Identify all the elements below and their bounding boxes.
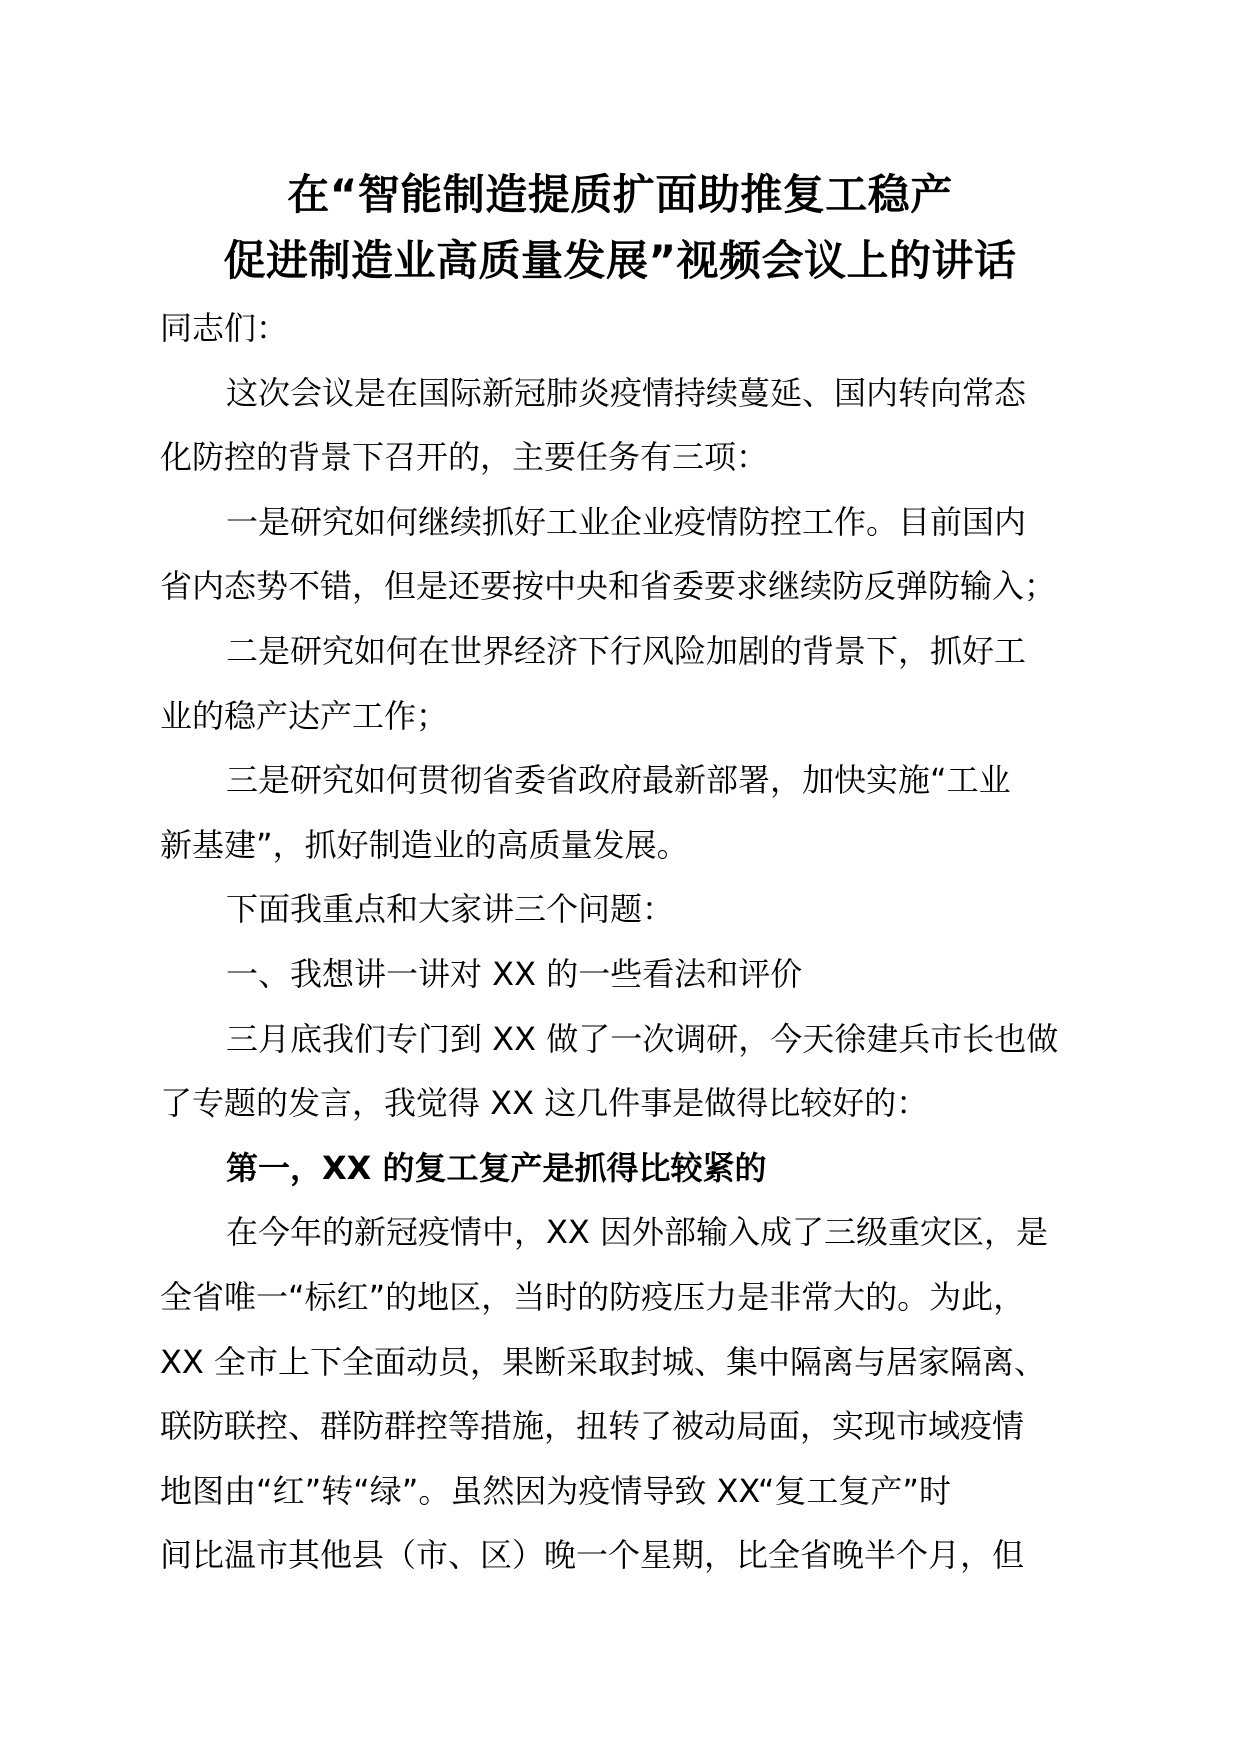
title-line-1: 在“智能制造提质扩面助推复工稳产 xyxy=(287,170,953,219)
paragraph-line: 一是研究如何继续抓好工业企业疫情防控工作。目前国内 xyxy=(226,502,1027,541)
paragraph-line: 地图由“红”转“绿”。虽然因为疫情导致 XX“复工复产”时 xyxy=(160,1471,952,1510)
paragraph-line: 在今年的新冠疫情中，XX 因外部输入成了三级重灾区，是 xyxy=(226,1213,1049,1252)
document-body xyxy=(160,296,1100,1588)
section-heading: 一、我想讲一讲对 XX 的一些看法和评价 xyxy=(226,954,803,993)
paragraph-line: 下面我重点和大家讲三个问题： xyxy=(226,890,675,929)
paragraph-line: 二是研究如何在世界经济下行风险加剧的背景下，抓好工 xyxy=(226,631,1027,670)
paragraph-line: 这次会议是在国际新冠肺炎疫情持续蔓延、国内转向常态 xyxy=(226,373,1027,412)
paragraph-line: 省内态势不错，但是还要按中央和省委要求继续防反弹防输入； xyxy=(160,567,1057,606)
title-line-2: 促进制造业高质量发展”视频会议上的讲话 xyxy=(223,236,1017,285)
paragraph-line: 业的稳产达产工作； xyxy=(160,696,449,735)
paragraph-line: 新基建”，抓好制造业的高质量发展。 xyxy=(160,825,689,864)
paragraph-line: 了专题的发言，我觉得 XX 这几件事是做得比较好的： xyxy=(160,1084,929,1123)
paragraph-line: 三是研究如何贯彻省委省政府最新部署，加快实施“工业 xyxy=(226,761,1011,800)
salutation-line: 同志们： xyxy=(160,309,289,347)
paragraph-line: 联防联控、群防群控等措施，扭转了被动局面，实现市域疫情 xyxy=(160,1407,1025,1446)
paragraph-line: 间比温市其他县（市、区）晚一个星期，比全省晚半个月，但 xyxy=(160,1536,1025,1575)
document-title xyxy=(160,162,1080,294)
subsection-heading: 第一，XX 的复工复产是抓得比较紧的 xyxy=(226,1148,767,1187)
paragraph-line: 全省唯一“标红”的地区，当时的防疫压力是非常大的。为此， xyxy=(160,1277,1026,1316)
paragraph-line: 化防控的背景下召开的，主要任务有三项： xyxy=(160,438,769,477)
paragraph-line: XX 全市上下全面动员，果断采取封城、集中隔离与居家隔离、 xyxy=(160,1342,1047,1381)
paragraph-line: 三月底我们专门到 XX 做了一次调研，今天徐建兵市长也做 xyxy=(226,1019,1059,1058)
